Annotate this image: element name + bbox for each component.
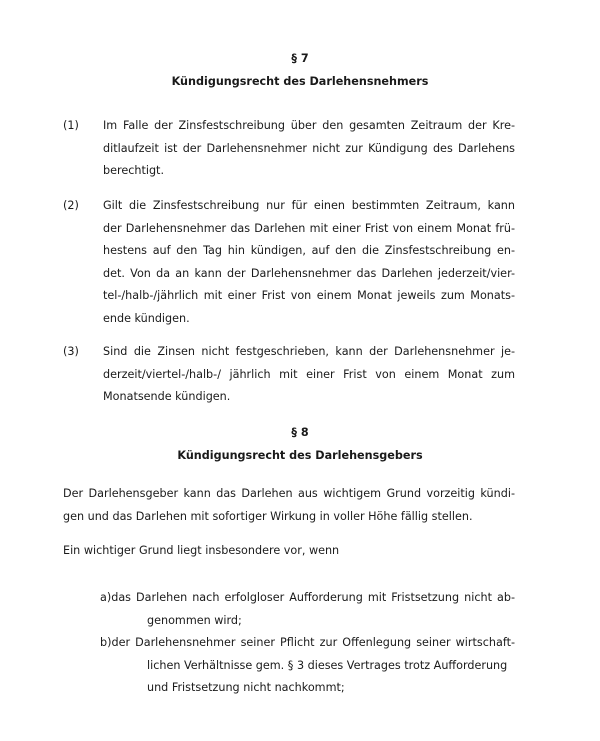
text-line: hestens auf den Tag hin kündigen, auf den die Zinsfestschreibung en- <box>103 244 515 257</box>
paragraph-number: (2) <box>63 199 79 212</box>
paragraph-7-1 <box>63 115 515 183</box>
text-line: Der Darlehensgeber kann das Darlehen aus wichtigem Grund vorzeitig kündi- <box>63 487 515 500</box>
text-line: b)der Darlehensnehmer seiner Pflicht zur Offenlegung seiner wirtschaft- <box>100 636 515 649</box>
paragraph-number: (3) <box>63 345 79 358</box>
paragraph-text <box>103 115 515 183</box>
paragraph-7-3 <box>63 341 515 409</box>
text-line: Ein wichtiger Grund liegt insbesondere vor, wenn <box>63 544 340 557</box>
text-line: der Darlehensnehmer das Darlehen mit einer Frist von einem Monat frü- <box>103 221 515 235</box>
text-line: Im Falle der Zinsfestschreibung über den gesamten Zeitraum der Kre- <box>103 119 515 132</box>
list-item-b <box>100 632 515 700</box>
text-line: genommen wird; <box>147 613 242 627</box>
text-line: derzeit/viertel-/halb-/ jährlich mit einer Frist von einem Monat zum <box>103 367 515 381</box>
text-line: tel-/halb-/jährlich mit einer Frist von einem Monat jeweils zum Monats- <box>103 289 515 302</box>
text-line: Monatsende kündigen. <box>103 390 231 403</box>
section-8-number: § 8 <box>291 426 309 439</box>
section-8-title: Kündigungsrecht des Darlehensgebers <box>177 448 423 462</box>
text-line: Gilt die Zinsfestschreibung nur für einen bestimmten Zeitraum, kann <box>103 199 515 212</box>
reason-intro <box>63 540 515 563</box>
text-line: berechtigt. <box>103 164 165 177</box>
text-line: gen und das Darlehen mit sofortiger Wirkung in voller Höhe fällig stellen. <box>63 509 473 523</box>
text-line: ende kündigen. <box>103 311 190 325</box>
text-line: Sind die Zinsen nicht festgeschrieben, kann der Darlehensnehmer je- <box>103 345 515 358</box>
paragraph-7-2 <box>63 195 515 330</box>
paragraph-text <box>103 341 515 409</box>
section-8-heading <box>0 422 600 467</box>
section-7-heading <box>0 48 600 93</box>
section-7-number: § 7 <box>291 52 309 65</box>
text-line: ditlaufzeit ist der Darlehensnehmer nicht zur Kündigung des Darlehens <box>103 141 515 155</box>
paragraph-text <box>103 195 515 330</box>
paragraph-number: (1) <box>63 119 79 132</box>
text-line: und Fristsetzung nicht nachkommt; <box>147 681 345 694</box>
section-7-title: Kündigungsrecht des Darlehensnehmers <box>171 74 429 88</box>
text-line: det. Von da an kann der Darlehensnehmer das Darlehen jederzeit/vier- <box>103 266 515 280</box>
text-line: lichen Verhältnisse gem. § 3 dieses Vertrages trotz Aufforderung <box>147 658 508 672</box>
list-item-a <box>100 587 515 632</box>
text-line: a)das Darlehen nach erfolgloser Aufforderung mit Fristsetzung nicht ab- <box>100 591 515 604</box>
section-8-intro <box>63 483 515 528</box>
